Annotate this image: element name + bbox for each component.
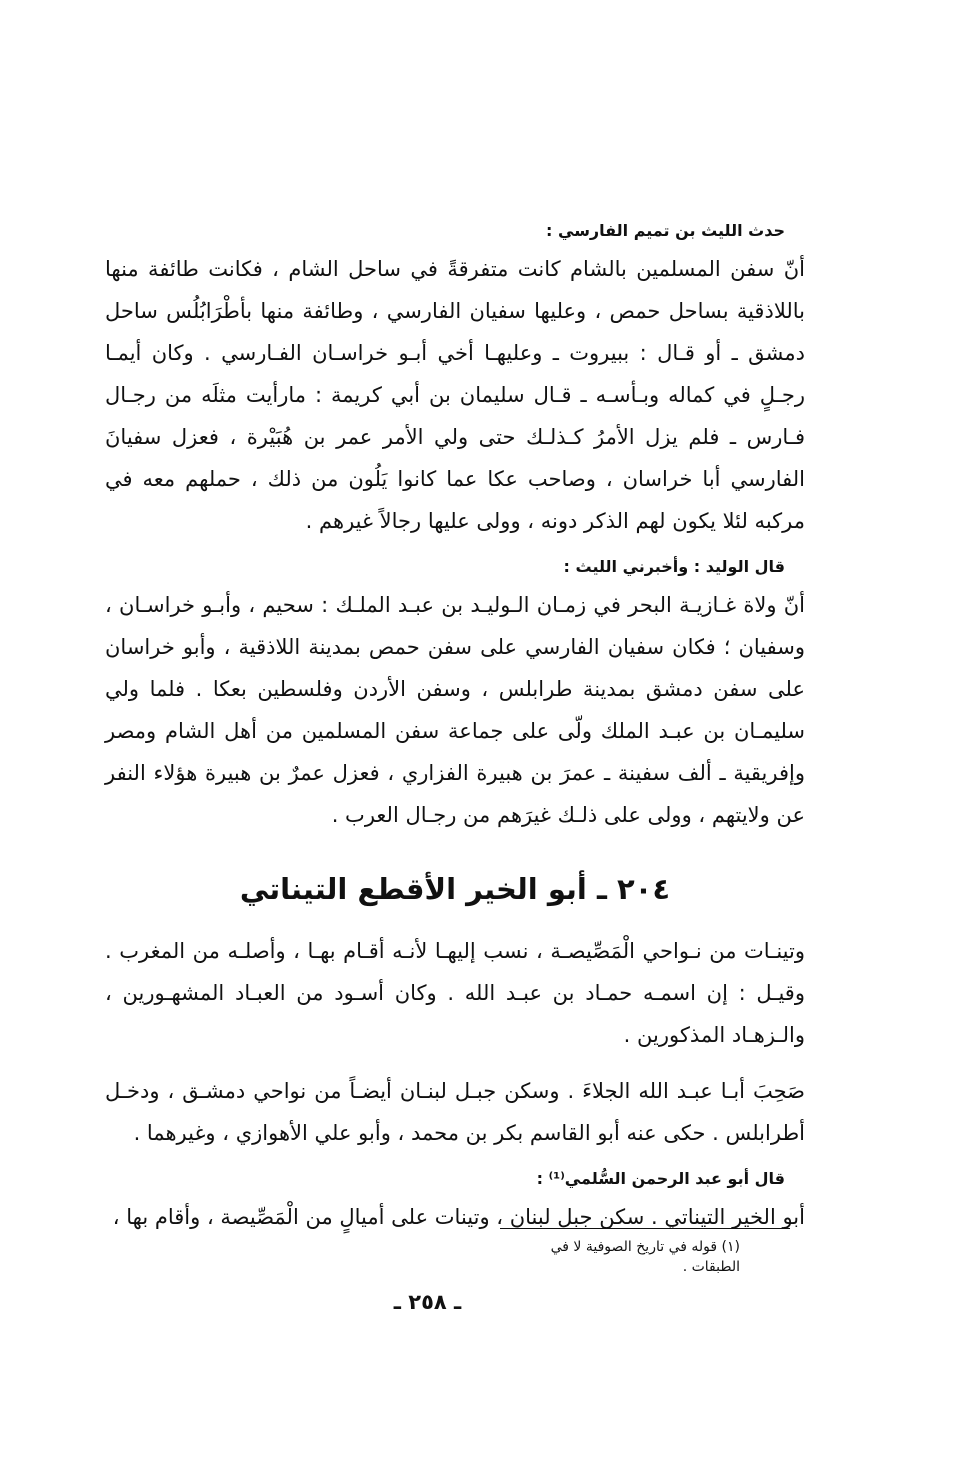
narration-section-2 bbox=[105, 556, 805, 836]
biography-section-1 bbox=[105, 930, 805, 1056]
entry-heading: ٢٠٤ ـ أبو الخير الأقطع التيناتي bbox=[239, 872, 671, 906]
narration-section-1 bbox=[105, 220, 805, 542]
narration-text: أنّ ولاة غـازيـة البحر في زمـان الـوليـد بن عبـد الملـك : سحيم ، وأبـو خراسـان ، وسفيان ؛ فكان سفيان الفارسي على سفن حمص بمدينة اللاذقية ، وأبو خراسان على سفن دمشق بمدينة طرابلس ، وسفن الأردن وفلسطين بعكا . فلما ولي سليمـان بن عبـد الملك ولّى على جماعة سفن المسلمين من أهل الشام ومصر وإفريقية ـ ألف سفينة ـ عمرَ بن هبيرة الفزاري ، فعزل عمرٌ بن هبيرة هؤلاء النفر عن ولايتهم ، وولى على ذلـك غيرَهم من رجـال العرب . bbox=[105, 593, 805, 827]
biography-text: صَحِبَ أبـا عبـد الله الجلاءَ . وسكن جبـل لبنـان أيضـاً من نواحي دمشـق ، ودخـل أطرابلس . حكى عنه أبو القاسم بكر بن محمد ، وأبو علي الأهوازي ، وغيرهما . bbox=[105, 1079, 805, 1145]
biography-text: أبو الخير التيناتي . سكن جبل لبنان ، وتينات على أميالٍ من الْمَصِّيصة ، وأقام بها ، bbox=[112, 1205, 805, 1229]
narration-text: أنّ سفن المسلمين بالشام كانت متفرقةً في ساحل الشام ، فكانت طائفة منها باللاذقية بساحل حمص ، وعليها سفيان الفارسي ، وطائفة منها بأطْرَابُلُس ساحل دمشق ـ أو قـال : ببيروت ـ وعليهـا أخي أبـو خراسـان الفـارسي . وكان أيمـا رجـلٍ في كماله وبـأسـه ـ قـال سليمان بن أبي كريمة : مارأيت مثلَه من رجـال فـارس ـ فلم يزل الأمرُ كـذلـك حتى ولي الأمر عمر بن هُبَيْرة ، فعزل سفيانَ الفارسي أبا خراسان ، وصاحب عكا عما كانوا يَلُون من ذلك ، حملهم معه في مركبه لئلا يكون لهم الذكر دونه ، وولى عليها رجالاً غيرهم . bbox=[105, 257, 805, 533]
footnote-divider bbox=[500, 1228, 790, 1229]
isnad-lead: قال أبو عبد الرحمن السُّلمي⁽¹⁾ : bbox=[536, 1169, 785, 1188]
footnote-area bbox=[500, 1228, 790, 1277]
page-body bbox=[105, 220, 805, 1252]
isnad-lead: حدث الليث بن تميم الفارسي : bbox=[546, 221, 785, 240]
biography-text: وتينـات من نـواحي الْمَصِّيصـة ، نسب إليهـا لأنـه أقـام بهـا ، وأصلـه من المغرب . وقيـل : إن اسمـه حمـاد بن عبـد الله . وكان أسـود من العبـاد المشهـورين ، والـزهـاد المذكورين . bbox=[105, 939, 805, 1047]
footnote-text: (١) قوله في تاريخ الصوفية لا في الطبقات . bbox=[550, 1239, 740, 1275]
biography-section-2 bbox=[105, 1070, 805, 1154]
isnad-lead: قال الوليد : وأخبرني الليث : bbox=[563, 557, 785, 576]
page-number: ـ ٢٥٨ ـ bbox=[393, 1290, 462, 1314]
